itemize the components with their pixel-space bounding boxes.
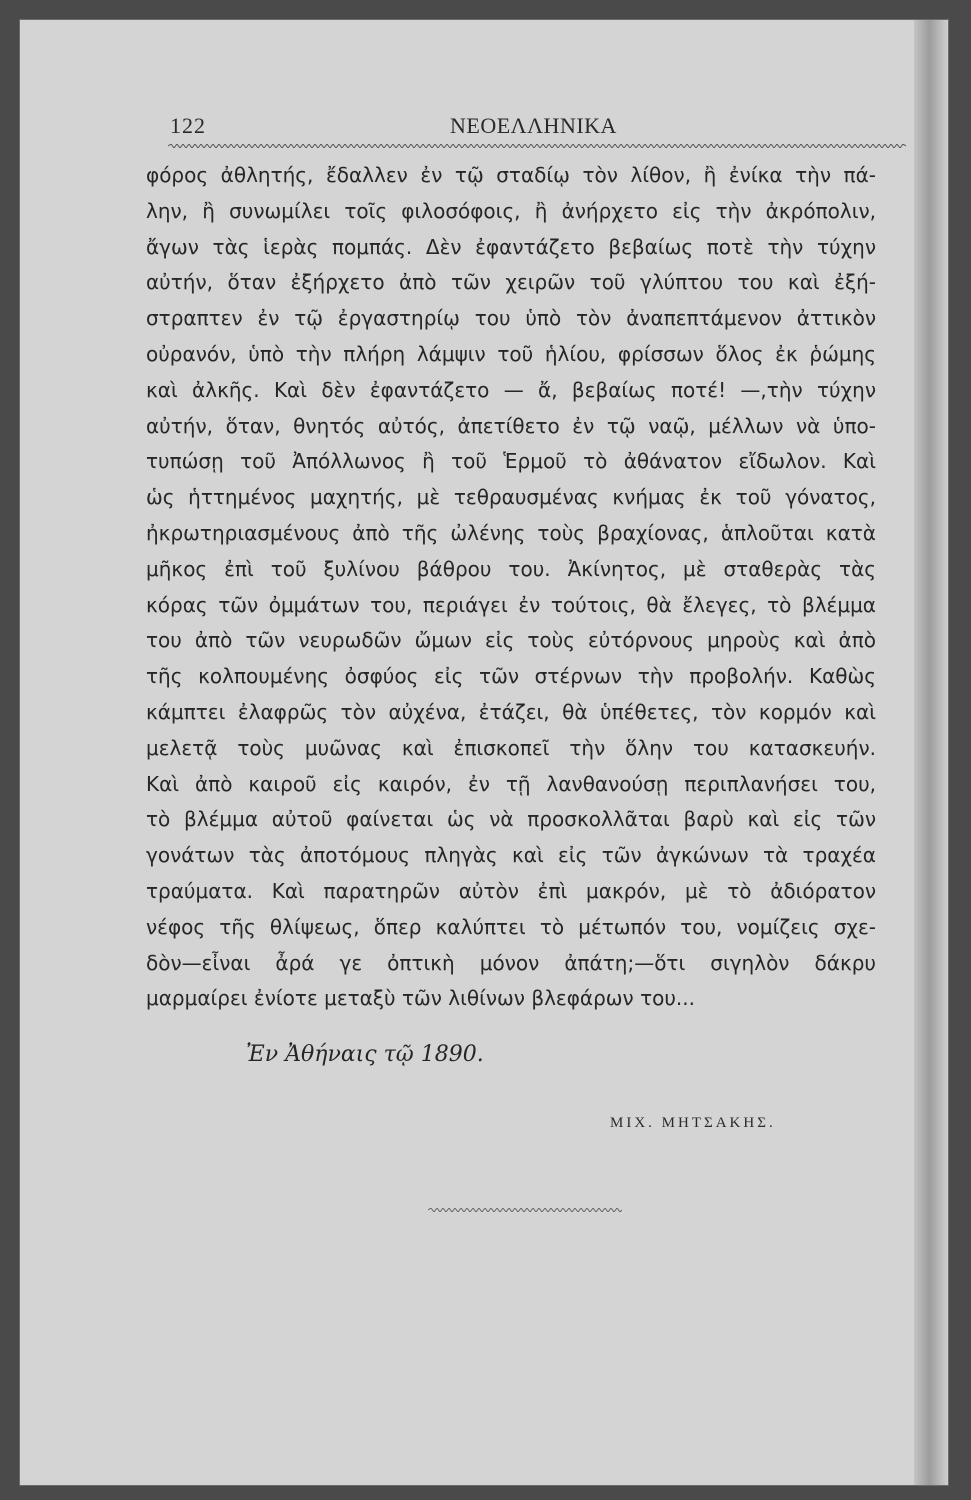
page-number: 122 xyxy=(170,113,206,138)
text-line: τὸ βλέμμα αὐτοῦ φαίνεται ὡς νὰ προσκολλᾶται βαρὺ καὶ εἰς τῶν xyxy=(146,807,876,832)
text-line: λην, ἢ συνωμίλει τοῖς φιλοσόφοις, ἢ ἀνήρχετο εἰς τὴν ἀκρόπολιν, xyxy=(146,198,876,223)
author-signature: ΜΙΧ. ΜΗΤΣΑΚΗΣ. xyxy=(610,1115,776,1131)
text-line: τυπώσῃ τοῦ Ἀπόλλωνος ἢ τοῦ Ἑρμοῦ τὸ ἀθάνατον εἴδωλον. Καὶ xyxy=(146,449,876,474)
text-line: μελετᾷ τοὺς μυῶνας καὶ ἐπισκοπεῖ τὴν ὅλην του κατασκευήν. xyxy=(146,735,876,760)
text-line: αὐτήν, ὅταν ἐξήρχετο ἀπὸ τῶν χειρῶν τοῦ γλύπτου του καὶ ἐξή- xyxy=(146,270,876,295)
text-line: νέφος τῆς θλίψεως, ὅπερ καλύπτει τὸ μέτωπόν του, νομίζεις σχε- xyxy=(146,914,876,939)
text-line: κάμπτει ἐλαφρῶς τὸν αὐχένα, ἐτάζει, θὰ ὑπέθετες, τὸν κορμόν καὶ xyxy=(146,699,876,724)
text-line: οὐρανόν, ὑπὸ τὴν πλήρη λάμψιν τοῦ ἡλίου, φρίσσων ὅλος ἐκ ῥώμης xyxy=(146,341,876,366)
text-line: ἄγων τὰς ἱερὰς πομπάς. Δὲν ἐφαντάζετο βεβαίως ποτὲ τὴν τύχην xyxy=(146,234,876,259)
running-head-title: ΝΕΟΕΛΛΗΝΙΚΑ xyxy=(450,113,617,138)
text-line: στραπτεν ἐν τῷ ἐργαστηρίῳ του ὑπὸ τὸν ἀναπεπτάμενον ἀττικὸν xyxy=(146,306,876,331)
text-line: ἠκρωτηριασμένους ἀπὸ τῆς ὠλένης τοὺς βραχίονας, ἁπλοῦται κατὰ xyxy=(146,520,876,545)
text-line: κόρας τῶν ὀμμάτων του, περιάγει ἐν τούτοις, θὰ ἔλεγες, τὸ βλέμμα xyxy=(146,592,876,617)
text-line: μῆκος ἐπὶ τοῦ ξυλίνου βάθρου του. Ἀκίνητος, μὲ σταθερὰς τὰς xyxy=(146,556,876,581)
text-line: μαρμαίρει ἐνίοτε μεταξὺ τῶν λιθίνων βλεφάρων του... xyxy=(146,986,696,1011)
text-line: ὡς ἡττημένος μαχητής, μὲ τεθραυσμένας κνήμας ἐκ τοῦ γόνατος, xyxy=(146,485,876,510)
text-line: Καὶ ἀπὸ καιροῦ εἰς καιρόν, ἐν τῇ λανθανούσῃ περιπλανήσει του, xyxy=(146,771,876,796)
text-line: αὐτήν, ὅταν, θνητός αὐτός, ἀπετίθετο ἐν τῷ ναῷ, μέλλων νὰ ὑπο- xyxy=(146,413,876,438)
page-spine-shadow xyxy=(914,20,948,1485)
text-line: δὸν—εἶναι ἆρά γε ὀπτικὴ μόνον ἀπάτη;—ὅτι σιγηλὸν δάκρυ xyxy=(146,950,876,975)
header-wavy-rule xyxy=(168,144,906,148)
closing-wavy-rule xyxy=(428,1208,622,1212)
date-place-line: Ἐν Ἀθήναις τῷ 1890. xyxy=(246,1042,484,1067)
text-line: τῆς κολπουμένης ὀσφύος εἰς τῶν στέρνων τὴν προβολήν. Καθὼς xyxy=(146,664,876,689)
text-line: του ἀπὸ τῶν νευρωδῶν ὤμων εἰς τοὺς εὐτόρνους μηροὺς καὶ ἀπὸ xyxy=(146,628,876,653)
text-line: τραύματα. Καὶ παρατηρῶν αὐτὸν ἐπὶ μακρόν, μὲ τὸ ἀδιόρατον xyxy=(146,878,876,903)
text-line: γονάτων τὰς ἀποτόμους πληγὰς καὶ εἰς τῶν ἀγκώνων τὰ τραχέα xyxy=(146,843,876,868)
text-line: φόρος ἀθλητής, ἔδαλλεν ἐν τῷ σταδίῳ τὸν λίθον, ἢ ἐνίκα τὴν πά- xyxy=(146,163,876,187)
body-paragraph xyxy=(146,158,876,1017)
text-line: καὶ ἀλκῆς. Καὶ δὲν ἐφαντάζετο — ἄ, βεβαίως ποτέ! —,τὴν τύχην xyxy=(146,377,876,402)
